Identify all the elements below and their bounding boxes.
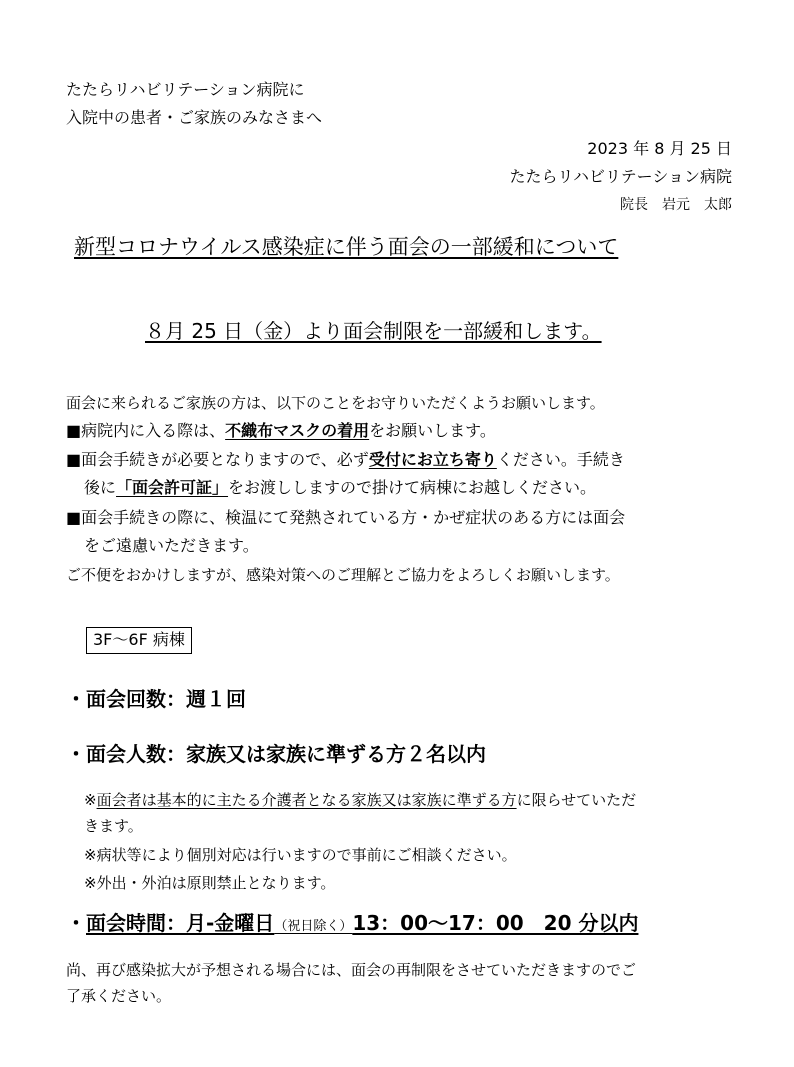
announcement-subtitle: ８月 25 日（金）より面会制限を一部緩和します。: [145, 319, 602, 343]
hospital-name: たたらリハビリテーション病院: [509, 167, 732, 186]
visit-time-holiday-note: （祝日除く）: [274, 919, 353, 934]
visit-people: ・面会人数：家族又は家族に準ずる方２名以内: [66, 742, 486, 766]
director-name: 院長 岩元 太郎: [620, 197, 732, 213]
rule-fever-line-2: をご遠慮いただきます。: [84, 536, 259, 555]
rule-mask-emphasis: 不織布マスクの着用: [225, 421, 370, 440]
visit-permit-emphasis: 「面会許可証」: [116, 478, 229, 497]
note-caregiver-post: に限らせていただ: [516, 791, 637, 809]
rule-mask-pre: ■病院内に入る際は、: [66, 421, 226, 440]
footer-line-2: 了承ください。: [66, 987, 172, 1005]
intro-text: 面会に来られるご家族の方は、以下のことをお守りいただくようお願いします。: [66, 394, 605, 412]
rule-reception: [66, 450, 625, 470]
recipient-line-2: 入院中の患者・ご家族のみなさまへ: [66, 108, 323, 127]
note-caregiver: [84, 790, 636, 810]
footer-line-1: 尚、再び感染拡大が予想される場合には、面会の再制限をさせていただきますのでご: [66, 961, 637, 979]
visit-count: ・面会回数：週１回: [66, 687, 246, 711]
note-outing: ※外出・外泊は原則禁止となります。: [84, 874, 336, 892]
note-caregiver-emphasis: 面会者は基本的に主たる介護者となる家族又は家族に準ずる方: [96, 791, 517, 809]
document-date: 2023 年 8 月 25 日: [587, 139, 732, 158]
closing-text: ご不便をおかけしますが、感染対策へのご理解とご協力をよろしくお願いします。: [66, 566, 620, 584]
rule-mask: [66, 421, 496, 441]
note-consultation: ※病状等により個別対応は行いますので事前にご相談ください。: [84, 846, 517, 864]
page-title: 新型コロナウイルス感染症に伴う面会の一部緩和について: [74, 235, 619, 259]
rule-reception-l2-pre: 後に: [84, 478, 117, 497]
note-caregiver-mark: ※: [84, 791, 97, 809]
ward-label: 3F～6F 病棟: [86, 627, 192, 654]
recipient-line-1: たたらリハビリテーション病院に: [66, 80, 305, 99]
rule-reception-post: ください。手続き: [496, 450, 625, 469]
rule-mask-post: をお願いします。: [369, 421, 496, 440]
visit-time-days: 面会時間：月-金曜日: [86, 911, 275, 935]
visit-time-bullet: ・: [66, 911, 86, 935]
rule-reception-line-2: [84, 478, 596, 498]
visit-time: [66, 910, 638, 940]
rule-fever-line-1: ■面会手続きの際に、検温にて発熱されている方・かぜ症状のある方には面会: [66, 508, 626, 527]
rule-reception-pre: ■面会手続きが必要となりますので、必ず: [66, 450, 369, 469]
rule-reception-l2-post: をお渡ししますので掛けて病棟にお越しください。: [228, 478, 597, 497]
visit-time-hours: 13：00～17：00 20 分以内: [352, 911, 639, 935]
rule-reception-emphasis: 受付にお立ち寄り: [368, 450, 497, 469]
note-caregiver-line-2: きます。: [84, 817, 143, 835]
